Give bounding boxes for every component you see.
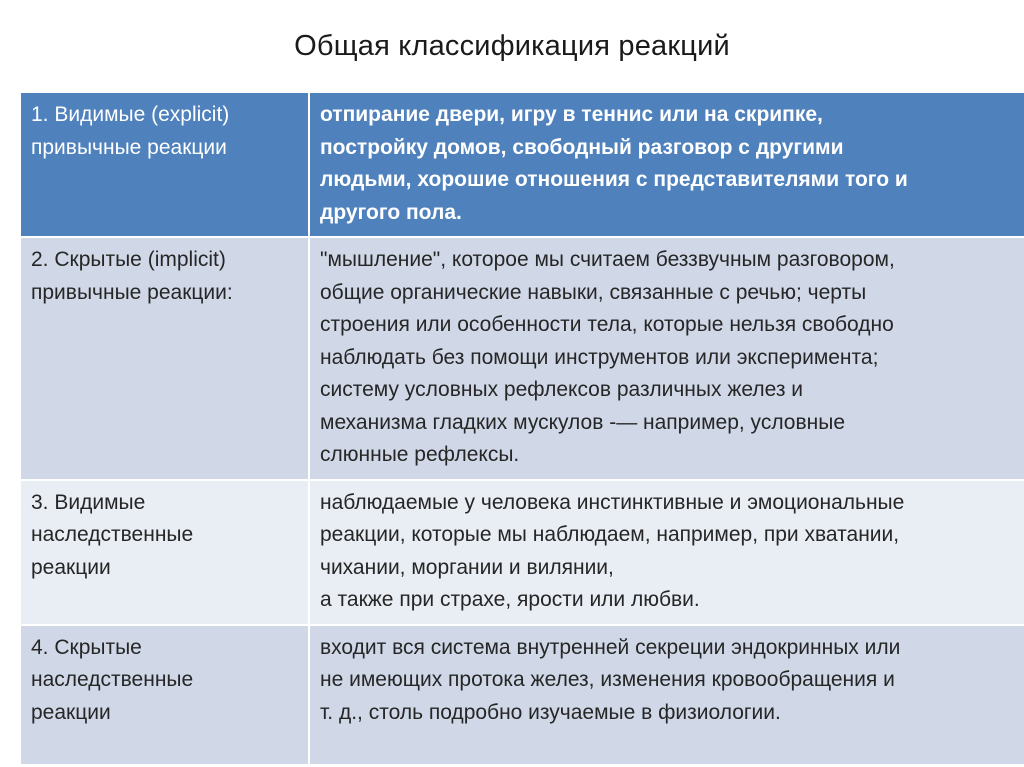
reaction-type-cell	[21, 625, 309, 764]
reaction-type-line: привычные реакции	[31, 135, 227, 159]
reaction-description-line: "мышление", которое мы считаем беззвучным разговором,	[320, 248, 895, 271]
reaction-type-cell	[21, 480, 309, 625]
reaction-description-cell	[309, 625, 1024, 764]
table-row	[21, 93, 1024, 237]
reaction-type-line: 4. Скрытые	[31, 635, 142, 659]
reaction-description-line: отпирание двери, игру в теннис или на скрипке,	[320, 103, 823, 126]
table-row	[21, 625, 1024, 764]
reaction-description-cell	[309, 93, 1024, 237]
table-row	[21, 237, 1024, 480]
reaction-type-line: 1. Видимые (explicit)	[31, 103, 230, 126]
reaction-type-cell	[21, 93, 309, 237]
reaction-description-line: механизма гладких мускулов -— например, условные	[320, 410, 846, 434]
classification-table	[21, 93, 1024, 764]
reaction-description-line: другого пола.	[320, 200, 462, 224]
reaction-description-line: наблюдаемые у человека инстинктивные и эмоциональные	[320, 490, 905, 514]
reaction-description-line: чихании, моргании и вилянии,	[320, 555, 614, 579]
reaction-description-line: а также при страхе, ярости или любви.	[320, 588, 700, 611]
reaction-description-line: наблюдать без помощи инструментов или эксперимента;	[320, 345, 879, 369]
reaction-description-line: не имеющих протока желез, изменения кровообращения и	[320, 668, 895, 691]
reaction-description-line: постройку домов, свободный разговор с другими	[320, 135, 844, 159]
reaction-type-line: 2. Скрытые (implicit)	[31, 248, 226, 271]
reaction-type-line: наследственные	[31, 523, 194, 546]
reaction-description-line: входит вся система внутренней секреции эндокринных или	[320, 635, 901, 659]
reaction-description-line: общие органические навыки, связанные с речью; черты	[320, 280, 867, 304]
reaction-description-line: людьми, хорошие отношения с представителями того и	[320, 168, 908, 191]
reaction-description-cell	[309, 237, 1024, 480]
reaction-description-line: строения или особенности тела, которые нельзя свободно	[320, 313, 894, 336]
page-title: Общая классификация реакций	[294, 30, 730, 62]
reaction-description-line: систему условных рефлексов различных желез и	[320, 378, 804, 401]
reaction-description-line: реакции, которые мы наблюдаем, например, при хватании,	[320, 523, 900, 546]
reaction-description-line: слюнные рефлексы.	[320, 443, 520, 466]
reaction-type-line: привычные реакции:	[31, 280, 233, 304]
reaction-description-cell	[309, 480, 1024, 625]
reaction-description-line: т. д., столь подробно изучаемые в физиологии.	[320, 700, 781, 724]
reaction-type-line: реакции	[31, 700, 111, 724]
table-row	[21, 480, 1024, 625]
reaction-type-line: 3. Видимые	[31, 490, 146, 514]
reaction-type-cell	[21, 237, 309, 480]
reaction-type-line: реакции	[31, 555, 111, 579]
reaction-type-line: наследственные	[31, 668, 194, 691]
